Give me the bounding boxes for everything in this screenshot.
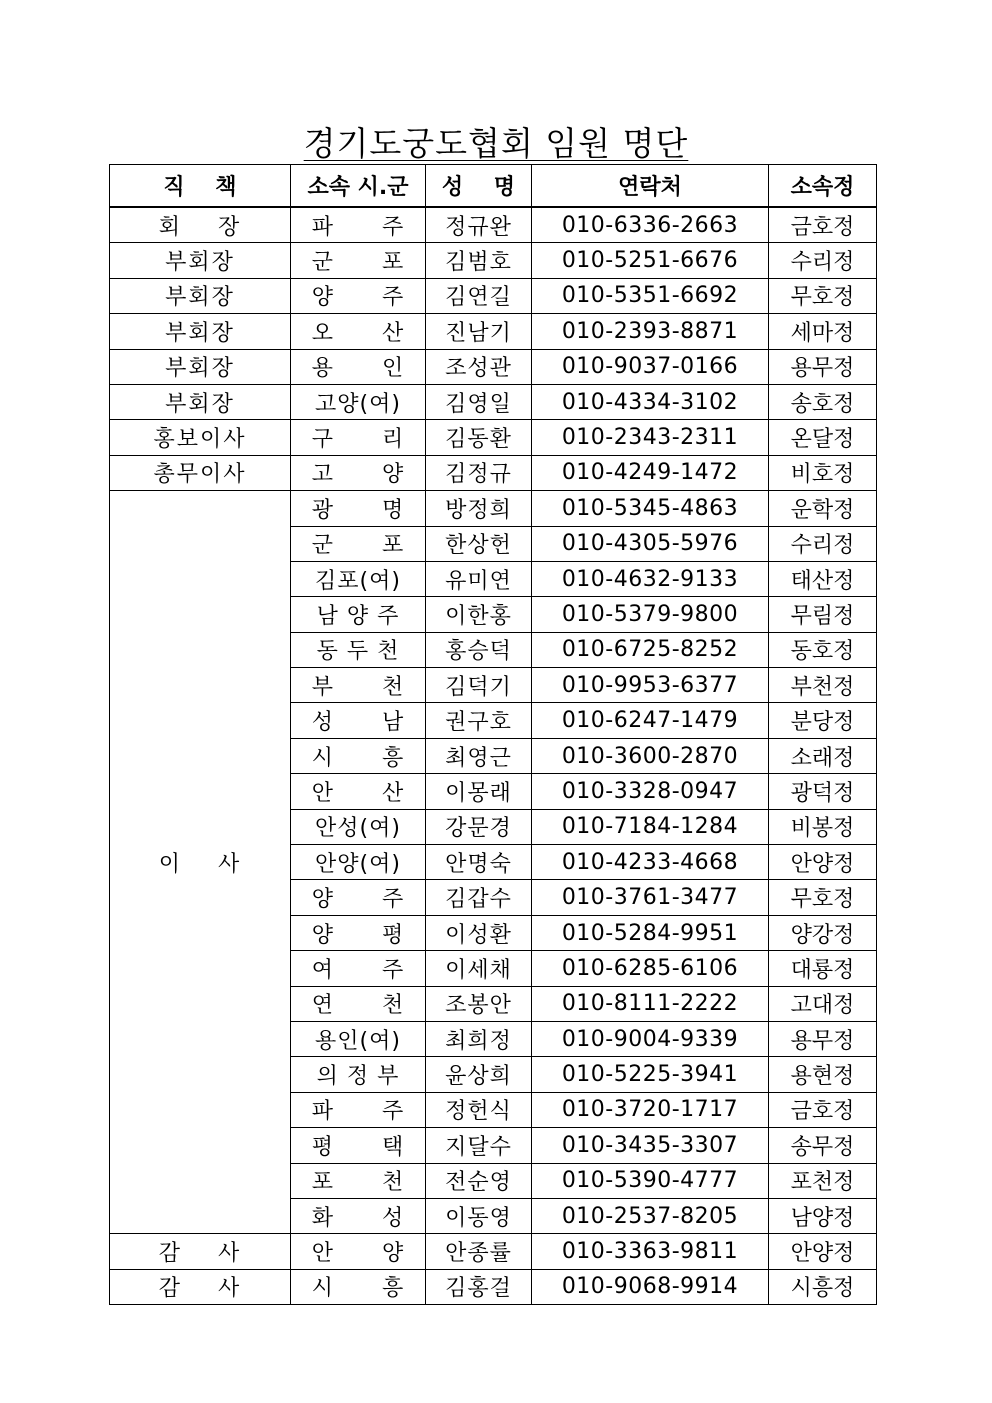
table-row	[110, 243, 877, 278]
position-cell: 부회장	[110, 278, 291, 313]
name-cell: 이세채	[426, 951, 532, 986]
table-body	[110, 207, 877, 1305]
club-cell: 태산정	[769, 561, 877, 596]
phone-cell: 010-6725-8252	[532, 632, 769, 667]
city-cell: 군 포	[291, 526, 426, 561]
club-cell: 남양정	[769, 1198, 877, 1233]
phone-cell: 010-5390-4777	[532, 1163, 769, 1198]
table-row	[110, 491, 877, 526]
club-cell: 대룡정	[769, 951, 877, 986]
table-header	[110, 165, 877, 208]
name-cell: 지달수	[426, 1128, 532, 1163]
club-cell: 소래정	[769, 738, 877, 773]
page-title	[0, 118, 992, 165]
position-cell: 감 사	[110, 1234, 291, 1269]
city-cell: 양 주	[291, 278, 426, 313]
club-cell: 광덕정	[769, 774, 877, 809]
phone-cell: 010-4305-5976	[532, 526, 769, 561]
name-cell: 김동환	[426, 420, 532, 455]
city-cell: 오 산	[291, 314, 426, 349]
phone-cell: 010-9953-6377	[532, 668, 769, 703]
name-cell: 최희정	[426, 1021, 532, 1056]
phone-cell: 010-6285-6106	[532, 951, 769, 986]
city-cell: 동 두 천	[291, 632, 426, 667]
name-cell: 김정규	[426, 455, 532, 490]
city-cell: 시 흥	[291, 1269, 426, 1304]
name-cell: 김갑수	[426, 880, 532, 915]
table-row	[110, 349, 877, 384]
city-cell: 고 양	[291, 455, 426, 490]
club-cell: 비봉정	[769, 809, 877, 844]
header-position: 직 책	[110, 165, 291, 208]
club-cell: 무호정	[769, 880, 877, 915]
table-row	[110, 314, 877, 349]
name-cell: 정규완	[426, 207, 532, 243]
phone-cell: 010-9037-0166	[532, 349, 769, 384]
club-cell: 용무정	[769, 349, 877, 384]
club-cell: 시흥정	[769, 1269, 877, 1304]
phone-cell: 010-3435-3307	[532, 1128, 769, 1163]
name-cell: 전순영	[426, 1163, 532, 1198]
position-cell: 감 사	[110, 1269, 291, 1304]
phone-cell: 010-3600-2870	[532, 738, 769, 773]
name-cell: 이성환	[426, 915, 532, 950]
city-cell: 여 주	[291, 951, 426, 986]
city-cell: 부 천	[291, 668, 426, 703]
city-cell: 김포(여)	[291, 561, 426, 596]
name-cell: 정헌식	[426, 1092, 532, 1127]
phone-cell: 010-5345-4863	[532, 491, 769, 526]
name-cell: 김홍걸	[426, 1269, 532, 1304]
name-cell: 이몽래	[426, 774, 532, 809]
club-cell: 고대정	[769, 986, 877, 1021]
phone-cell: 010-5225-3941	[532, 1057, 769, 1092]
phone-cell: 010-2343-2311	[532, 420, 769, 455]
name-cell: 조봉안	[426, 986, 532, 1021]
city-cell: 성 남	[291, 703, 426, 738]
city-cell: 파 주	[291, 1092, 426, 1127]
city-cell: 고양(여)	[291, 384, 426, 419]
club-cell: 용현정	[769, 1057, 877, 1092]
city-cell: 광 명	[291, 491, 426, 526]
phone-cell: 010-2537-8205	[532, 1198, 769, 1233]
name-cell: 김연길	[426, 278, 532, 313]
name-cell: 김덕기	[426, 668, 532, 703]
phone-cell: 010-4233-4668	[532, 845, 769, 880]
city-cell: 안 산	[291, 774, 426, 809]
name-cell: 진남기	[426, 314, 532, 349]
phone-cell: 010-9004-9339	[532, 1021, 769, 1056]
phone-cell: 010-8111-2222	[532, 986, 769, 1021]
phone-cell: 010-6336-2663	[532, 207, 769, 243]
name-cell: 이동영	[426, 1198, 532, 1233]
phone-cell: 010-5379-9800	[532, 597, 769, 632]
phone-cell: 010-5251-6676	[532, 243, 769, 278]
name-cell: 안명숙	[426, 845, 532, 880]
position-cell: 회 장	[110, 207, 291, 243]
phone-cell: 010-3720-1717	[532, 1092, 769, 1127]
city-cell: 파 주	[291, 207, 426, 243]
city-cell: 시 흥	[291, 738, 426, 773]
position-cell: 부회장	[110, 384, 291, 419]
header-city: 소속 시.군	[291, 165, 426, 208]
table-row	[110, 207, 877, 243]
table-row	[110, 384, 877, 419]
phone-cell: 010-4632-9133	[532, 561, 769, 596]
phone-cell: 010-4249-1472	[532, 455, 769, 490]
phone-cell: 010-4334-3102	[532, 384, 769, 419]
phone-cell: 010-2393-8871	[532, 314, 769, 349]
club-cell: 운학정	[769, 491, 877, 526]
phone-cell: 010-3363-9811	[532, 1234, 769, 1269]
name-cell: 윤상희	[426, 1057, 532, 1092]
name-cell: 강문경	[426, 809, 532, 844]
club-cell: 용무정	[769, 1021, 877, 1056]
city-cell: 포 천	[291, 1163, 426, 1198]
phone-cell: 010-7184-1284	[532, 809, 769, 844]
position-cell: 홍보이사	[110, 420, 291, 455]
table-row	[110, 278, 877, 313]
name-cell: 유미연	[426, 561, 532, 596]
name-cell: 홍승덕	[426, 632, 532, 667]
club-cell: 온달정	[769, 420, 877, 455]
club-cell: 무림정	[769, 597, 877, 632]
position-cell: 부회장	[110, 314, 291, 349]
name-cell: 최영근	[426, 738, 532, 773]
club-cell: 안양정	[769, 845, 877, 880]
phone-cell: 010-5284-9951	[532, 915, 769, 950]
club-cell: 포천정	[769, 1163, 877, 1198]
city-cell: 평 택	[291, 1128, 426, 1163]
page-title-text: 경기도궁도협회 임원 명단	[303, 124, 689, 163]
header-club: 소속정	[769, 165, 877, 208]
phone-cell: 010-3328-0947	[532, 774, 769, 809]
club-cell: 무호정	[769, 278, 877, 313]
header-row	[110, 165, 877, 208]
position-cell: 부회장	[110, 243, 291, 278]
name-cell: 이한홍	[426, 597, 532, 632]
name-cell: 방정희	[426, 491, 532, 526]
city-cell: 구 리	[291, 420, 426, 455]
city-cell: 화 성	[291, 1198, 426, 1233]
club-cell: 양강정	[769, 915, 877, 950]
club-cell: 송무정	[769, 1128, 877, 1163]
club-cell: 송호정	[769, 384, 877, 419]
city-cell: 안양(여)	[291, 845, 426, 880]
city-cell: 양 주	[291, 880, 426, 915]
city-cell: 양 평	[291, 915, 426, 950]
name-cell: 권구호	[426, 703, 532, 738]
club-cell: 안양정	[769, 1234, 877, 1269]
phone-cell: 010-9068-9914	[532, 1269, 769, 1304]
club-cell: 분당정	[769, 703, 877, 738]
position-cell: 총무이사	[110, 455, 291, 490]
city-cell: 의 정 부	[291, 1057, 426, 1092]
city-cell: 군 포	[291, 243, 426, 278]
name-cell: 김범호	[426, 243, 532, 278]
club-cell: 금호정	[769, 207, 877, 243]
club-cell: 동호정	[769, 632, 877, 667]
phone-cell: 010-5351-6692	[532, 278, 769, 313]
name-cell: 안종률	[426, 1234, 532, 1269]
header-name: 성 명	[426, 165, 532, 208]
city-cell: 용 인	[291, 349, 426, 384]
city-cell: 남 양 주	[291, 597, 426, 632]
club-cell: 수리정	[769, 526, 877, 561]
name-cell: 김영일	[426, 384, 532, 419]
club-cell: 금호정	[769, 1092, 877, 1127]
table-row	[110, 420, 877, 455]
city-cell: 안성(여)	[291, 809, 426, 844]
table-row	[110, 455, 877, 490]
club-cell: 비호정	[769, 455, 877, 490]
club-cell: 수리정	[769, 243, 877, 278]
table-row	[110, 1234, 877, 1269]
header-phone: 연락처	[532, 165, 769, 208]
name-cell: 한상헌	[426, 526, 532, 561]
club-cell: 부천정	[769, 668, 877, 703]
position-cell: 부회장	[110, 349, 291, 384]
officer-roster-table	[109, 164, 877, 1305]
city-cell: 안 양	[291, 1234, 426, 1269]
city-cell: 용인(여)	[291, 1021, 426, 1056]
name-cell: 조성관	[426, 349, 532, 384]
table-row	[110, 1269, 877, 1304]
phone-cell: 010-6247-1479	[532, 703, 769, 738]
phone-cell: 010-3761-3477	[532, 880, 769, 915]
city-cell: 연 천	[291, 986, 426, 1021]
director-group-cell: 이 사	[110, 491, 291, 1234]
club-cell: 세마정	[769, 314, 877, 349]
